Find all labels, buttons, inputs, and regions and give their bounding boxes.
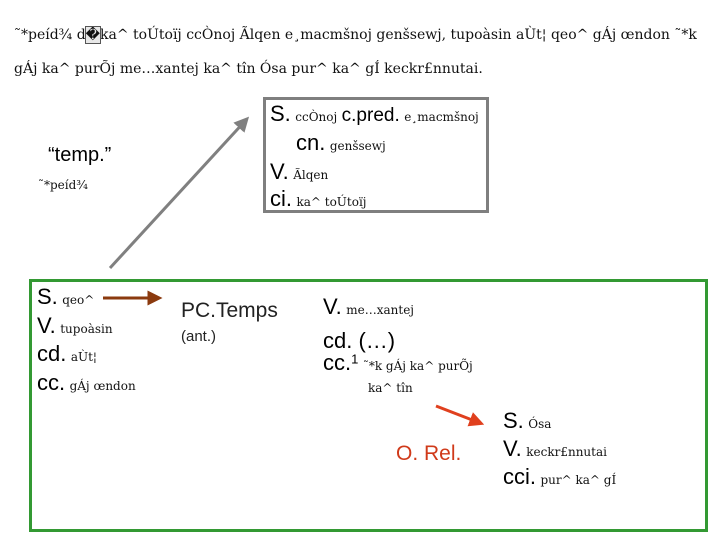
orel-s-value: Ósa: [528, 417, 552, 431]
main-cn-value: genšsewj: [329, 139, 386, 153]
orel-s-label: S.: [503, 408, 524, 433]
main-cpred-label: c.pred.: [341, 105, 400, 126]
part-v-label: V.: [323, 294, 342, 319]
sub-cc-value: gÁj œndon: [69, 379, 136, 393]
part-cc-label: cc.: [323, 350, 352, 375]
orel-v-label: V.: [503, 436, 522, 461]
sub-v-label: V.: [37, 313, 56, 338]
main-v-value: Ãlqen: [293, 168, 329, 182]
main-cn-label: cn.: [296, 130, 326, 155]
main-s-value: ccÒnoj: [295, 110, 338, 124]
main-v-row: [270, 159, 328, 185]
sub-v-row: [37, 313, 113, 339]
sub-s-value: qeo^: [62, 293, 95, 307]
intro-rest: ka^ toÚtoïj ccÒnoj Ãlqen e¸macmšnoj genšsewj, tupoàsin aÙt¦ qeo^ gÁj œndon ˜*k gÁj ka^ purÕj me…xantej ka^ tîn Ósa pur^ ka^ gÍ keckr£nnutai.: [14, 27, 697, 77]
sub-v-value: tupoàsin: [60, 322, 113, 336]
main-ci-label: ci.: [270, 186, 292, 211]
main-cn-row: [296, 130, 386, 156]
main-ci-row: [270, 186, 367, 212]
temp-label: “temp.”: [48, 144, 112, 166]
intro-highlight: �: [85, 27, 101, 43]
main-ci-value: ka^ toÚtoïj: [296, 195, 367, 209]
part-cc-value-2: ka^ tîn: [368, 381, 413, 395]
sub-cc-label: cc.: [37, 370, 66, 395]
part-cc-value: ˜*k gÁj ka^ purÕj: [362, 359, 473, 373]
sub-cd-row: [37, 341, 97, 367]
main-cpred-value: e¸macmšnoj: [404, 110, 479, 124]
main-s-label: S.: [270, 101, 291, 126]
orel-v-row: [503, 436, 607, 462]
pc-label: PC.Temps: [181, 299, 278, 322]
sub-s-label: S.: [37, 284, 58, 309]
orel-cci-value: pur^ ka^ gÍ: [540, 473, 617, 487]
orel-v-value: keckr£nnutai: [526, 445, 607, 459]
sub-cc-row: [37, 370, 136, 396]
orel-cci-label: cci.: [503, 464, 536, 489]
main-s-row: [270, 101, 479, 127]
intro-prefix: ˜*peíd¾ d: [14, 27, 86, 43]
pc-sub: (ant.): [181, 328, 217, 345]
part-v-row: [323, 294, 414, 320]
orel-cci-row: [503, 464, 616, 490]
sub-cd-value: aÙt¦: [70, 350, 97, 364]
part-cc-sup: 1: [351, 351, 359, 367]
temp-greek: ˜*peíd¾: [38, 178, 88, 192]
sub-cd-label: cd.: [37, 341, 67, 366]
main-v-label: V.: [270, 159, 289, 184]
orel-label: O. Rel.: [396, 442, 462, 465]
sub-s-row: [37, 284, 94, 310]
part-cc-row: [323, 350, 473, 376]
orel-s-row: [503, 408, 551, 434]
part-cd-label: cd. (…): [323, 328, 396, 353]
part-v-value: me…xantej: [346, 303, 415, 317]
arrow-temp: [110, 120, 246, 268]
